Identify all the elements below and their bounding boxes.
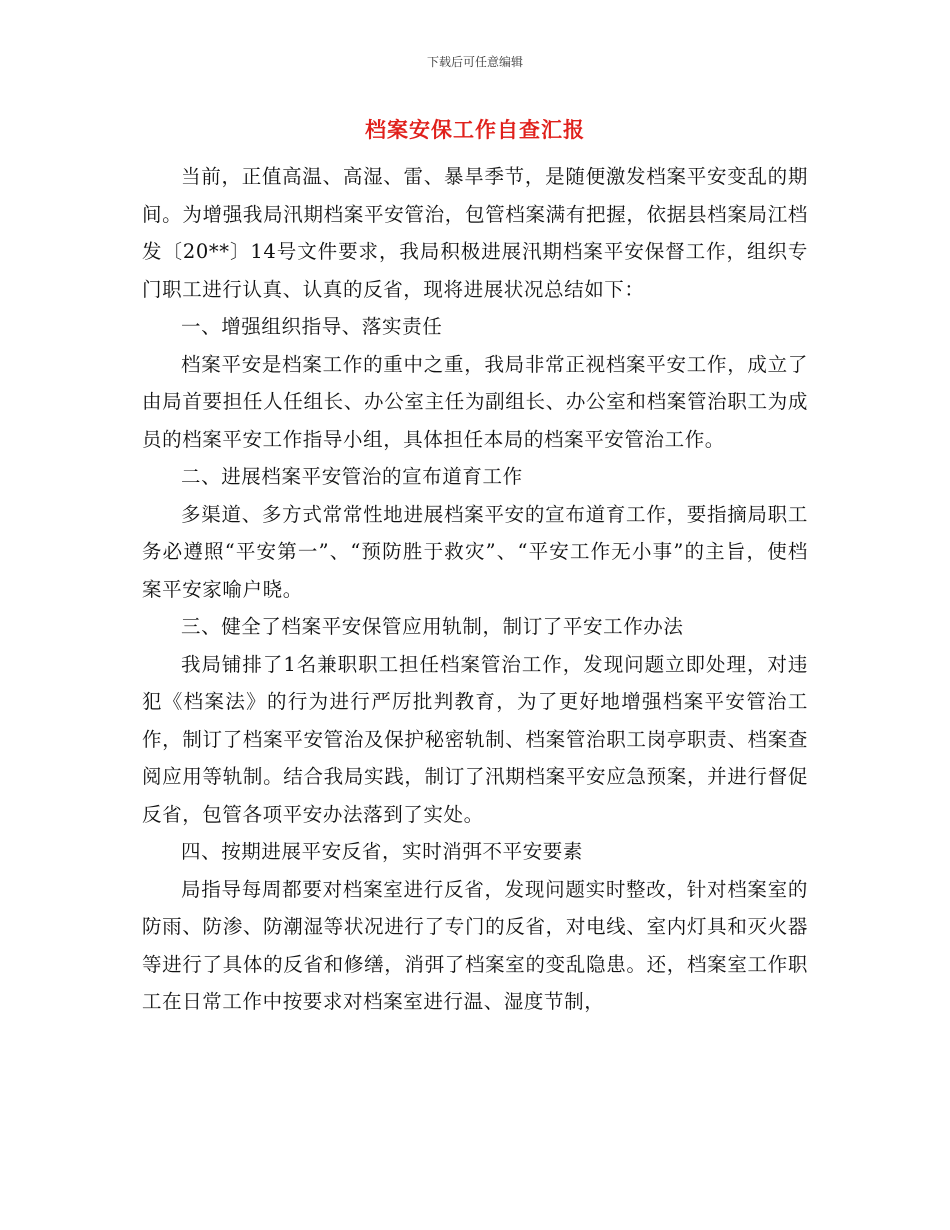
section-heading-4: 四、按期进展平安反省，实时消弭不平安要素 bbox=[181, 840, 584, 863]
section-heading-1: 一、增强组织指导、落实责任 bbox=[181, 315, 443, 338]
section-heading-2: 二、进展档案平安管治的宣布道育工作 bbox=[181, 465, 523, 488]
section-paragraph-3: 我局铺排了1名兼职职工担任档案管治工作，发现问题立即处理，对违犯《档案法》的行为进行严厉批判教育，为了更好地增强档案平安管治工作，制订了档案平安管治及保护秘密轨制、档案管治职工岗亭职责、档案查阅应用等轨制。结合我局实践，制订了汛期档案平安应急预案，并进行督促反省，包管各项平安办法落到了实处。 bbox=[142, 652, 808, 826]
header-note: 下载后可任意编辑 bbox=[426, 55, 523, 69]
section-paragraph-1: 档案平安是档案工作的重中之重，我局非常正视档案平安工作，成立了由局首要担任人任组长、办公室主任为副组长、办公室和档案管治职工为成员的档案平安工作指导小组，具体担任本局的档案平安管治工作。 bbox=[142, 352, 808, 451]
document-body bbox=[142, 158, 808, 1021]
intro-paragraph: 当前，正值高温、高湿、雷、暴旱季节，是随便激发档案平安变乱的期间。为增强我局汛期档案平安管治，包管档案满有把握，依据县档案局江档发〔20**〕14号文件要求，我局积极进展汛期档案平安保督工作，组织专门职工进行认真、认真的反省，现将进展状况总结如下： bbox=[142, 165, 808, 301]
document-title: 档案安保工作自查汇报 bbox=[365, 117, 585, 142]
section-paragraph-4: 局指导每周都要对档案室进行反省，发现问题实时整改，针对档案室的防雨、防渗、防潮湿等状况进行了专门的反省，对电线、室内灯具和灭火器等进行了具体的反省和修缮，消弭了档案室的变乱隐患。还，档案室工作职工在日常工作中按要求对档案室进行温、湿度节制， bbox=[142, 877, 808, 1013]
section-heading-3: 三、健全了档案平安保管应用轨制，制订了平安工作办法 bbox=[181, 615, 684, 638]
section-paragraph-2: 多渠道、多方式常常性地进展档案平安的宣布道育工作，要指摘局职工务必遵照“平安第一”、“预防胜于救灾”、“平安工作无小事”的主旨，使档案平安家喻户晓。 bbox=[142, 502, 808, 601]
